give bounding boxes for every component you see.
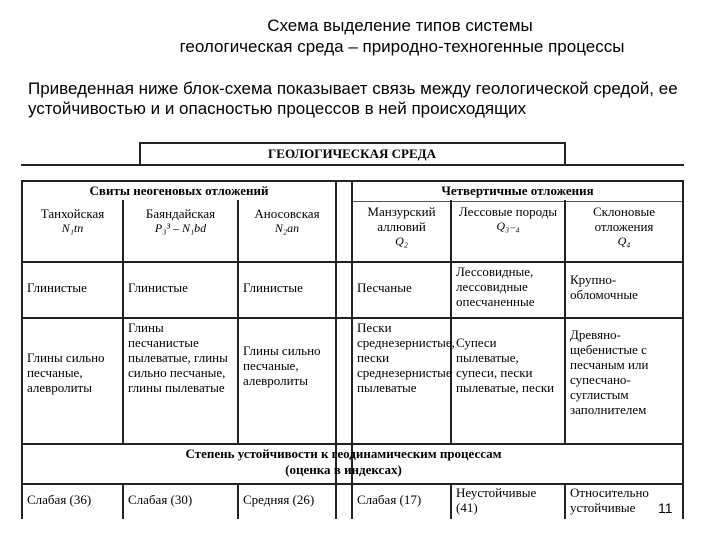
table-cell: Пески среднезернистые, пески среднезернистые пылеватые [357,320,455,395]
column-header [23,206,122,236]
table-cell: Глинистые [243,280,303,295]
column-index: Q₃₋₄ [496,219,520,233]
stability-header: Степень устойчивости к геодинамическим процессам [185,446,502,461]
main-header: ГЕОЛОГИЧЕСКАЯ СРЕДА [268,146,436,161]
column-index: Q₄ [617,234,631,248]
stability-cell: Относительно устойчивые [570,485,649,515]
table-cell: Древяно-щебенистые с песчаным или супесчано-суглистым заполнителем [570,327,649,417]
table-cell: Глины сильно песчаные, алевролиты [27,350,105,395]
table-cell: Крупно-обломочные [570,272,638,302]
table-rule [450,200,452,444]
table-cell: Глины сильно песчаные, алевролиты [243,343,321,388]
column-name: Лессовые породы [458,204,558,219]
table-rule [351,201,684,202]
slide-number: 11 [658,500,673,516]
column-name: Манзурский аллювий [367,204,436,234]
group-header-quaternary: Четвертичные отложения [441,183,594,198]
column-header [124,206,237,236]
intro-paragraph: Приведенная ниже блок-схема показывает связь между геологической средой, ее устойчивостью и и опасностью процессов в ней происходящих [28,79,678,118]
table-cell: Песчаные [357,280,412,295]
column-index: N₂an [274,221,300,235]
column-header [353,204,450,249]
geology-table [21,142,684,519]
column-name: Баяндайская [145,206,216,221]
table-rule [237,200,239,444]
stability-cell: Слабая (17) [357,492,422,507]
slide-title-line-2: геологическая среда – природно-техногенные процессы [179,37,625,56]
stability-cell: Средняя (26) [243,492,315,507]
column-header [566,204,682,249]
column-index: P₃³ – N₁bd [154,221,207,235]
table-cell: Глинистые [27,280,87,295]
stability-subheader: (оценка в индексах) [285,462,402,477]
slide-title-line-1: Схема выделение типов системы [267,16,533,35]
table-cell: Супеси пылеватые, супеси, пески пылеватые, пески [456,335,555,395]
table-cell: Лессовидные, лессовидные опесчаненные [456,264,535,309]
column-header [239,206,335,236]
stability-cell: Неустойчивые (41) [456,485,537,515]
table-rule [564,142,566,165]
stability-cell: Слабая (36) [27,492,92,507]
table-cell: Глины песчанистые пылеватые, глины сильно песчаные, глины пылеватые [128,320,228,395]
table-cell: Глинистые [128,280,188,295]
table-rule [139,142,565,144]
table-rule [682,180,684,519]
table-rule [21,164,684,166]
column-index: N₁tn [61,221,84,235]
column-name: Танхойская [40,206,105,221]
column-header [452,204,564,234]
stability-cell: Слабая (30) [128,492,193,507]
column-name: Аносовская [254,206,320,221]
column-index: Q₂ [395,234,408,248]
column-name: Склоновые отложения [592,204,656,234]
group-header-neogene: Свиты неогеновых отложений [89,183,269,198]
